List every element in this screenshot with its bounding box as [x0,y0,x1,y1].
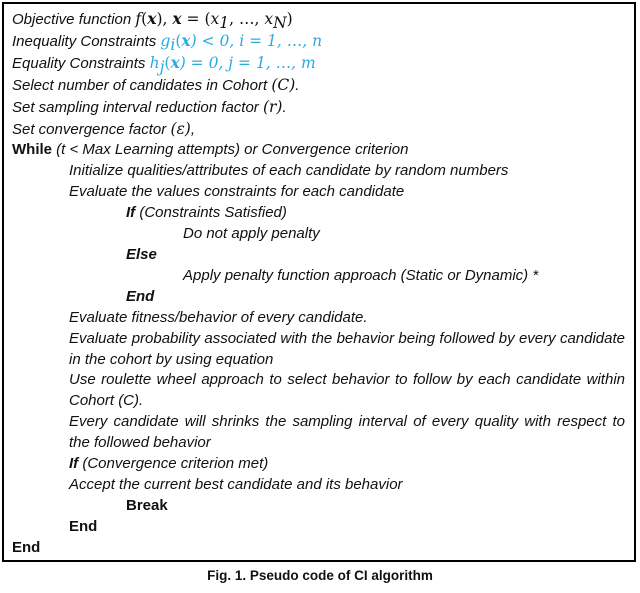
code-text: Objective function [12,11,136,28]
code-line [12,329,625,371]
code-text: Else [126,245,157,263]
code-text: Set convergence factor [12,120,171,138]
code-text: ), [156,10,173,28]
code-text: End [126,287,155,305]
code-text: End [12,538,41,556]
code-line [12,161,625,182]
code-line [12,119,625,141]
code-line [12,97,625,119]
code-text: 1 [219,13,230,32]
code-text: Set sampling interval reduction factor [12,98,263,116]
code-text: Initialize qualities/attributes of each candidate by random numbers [69,162,509,180]
math-expression: j [159,57,165,76]
code-line [12,475,625,496]
math-expression: h [149,53,160,72]
code-text: f [135,10,142,28]
math-expression: x [181,30,191,50]
code-text: (Constraints Satisfied) [139,204,287,222]
code-text: Break [126,496,168,514]
code-text: Accept the current best candidate and its behavior [69,475,403,493]
code-text: End [69,517,98,535]
code-text: Do not apply penalty [183,225,320,243]
math-expression: ) = 0, j = 1, …, m [179,53,316,72]
code-text: (Convergence criterion met) [82,455,269,473]
math-expression: ) < 0, i = 1, …, n [190,31,323,50]
code-line [12,245,625,266]
code-text: x [264,10,274,28]
code-text: (ε) [170,119,191,138]
code-text: (r) [262,97,283,116]
code-text: , [190,120,196,138]
code-text: x [147,9,157,28]
code-text: Evaluate probability associated with the behavior being followed by every candidate in the cohort by using equation [69,329,625,368]
code-line [12,9,625,31]
code-text: . [295,76,300,94]
code-line [12,203,625,224]
code-line [12,496,625,517]
code-text: Inequality Constraints [12,32,161,50]
math-expression: x [170,52,180,72]
code-line [12,538,625,559]
code-line [12,140,625,161]
code-text: N [273,13,287,32]
code-line [12,182,625,203]
code-text: Use roulette wheel approach to select behavior to follow by each candidate within Cohort (C). [69,371,625,410]
code-text: Evaluate the values constraints for each candidate [69,183,405,201]
code-line [12,266,625,287]
code-line [12,308,625,329]
math-expression: ( [175,31,182,50]
code-text: Apply penalty function approach (Static or Dynamic) * [183,266,539,284]
code-line [12,53,625,75]
code-line [12,370,625,412]
code-text: If [69,455,83,473]
code-text: , …, [229,10,265,28]
math-expression: ( [164,53,171,72]
code-text: (t < Max Learning attempts) or Convergence criterion [56,141,409,159]
code-line [12,287,625,308]
code-text: Select number of candidates in Cohort [12,76,272,94]
math-expression: g [160,31,171,50]
code-text: While [12,141,57,159]
code-text: Every candidate will shrinks the sampling interval of every quality with respect to the followed behavior [69,413,625,452]
code-line [12,75,625,97]
code-text: ) [286,10,293,28]
code-text: x [210,10,220,28]
math-expression: i [170,35,176,54]
code-text: Equality Constraints [12,54,150,72]
algorithm-box [2,2,636,562]
code-text: If [126,204,140,222]
code-line [12,412,625,454]
code-text: . [282,98,287,116]
code-line [12,31,625,53]
code-text: (C) [271,75,296,94]
code-text: = ( [181,10,211,28]
code-text: x [172,9,182,28]
code-text: ( [141,10,148,28]
figure-caption: Fig. 1. Pseudo code of CI algorithm [207,568,433,583]
code-text: Evaluate fitness/behavior of every candidate. [69,308,368,326]
code-line [12,454,625,475]
code-line [12,517,625,538]
code-line [12,224,625,245]
